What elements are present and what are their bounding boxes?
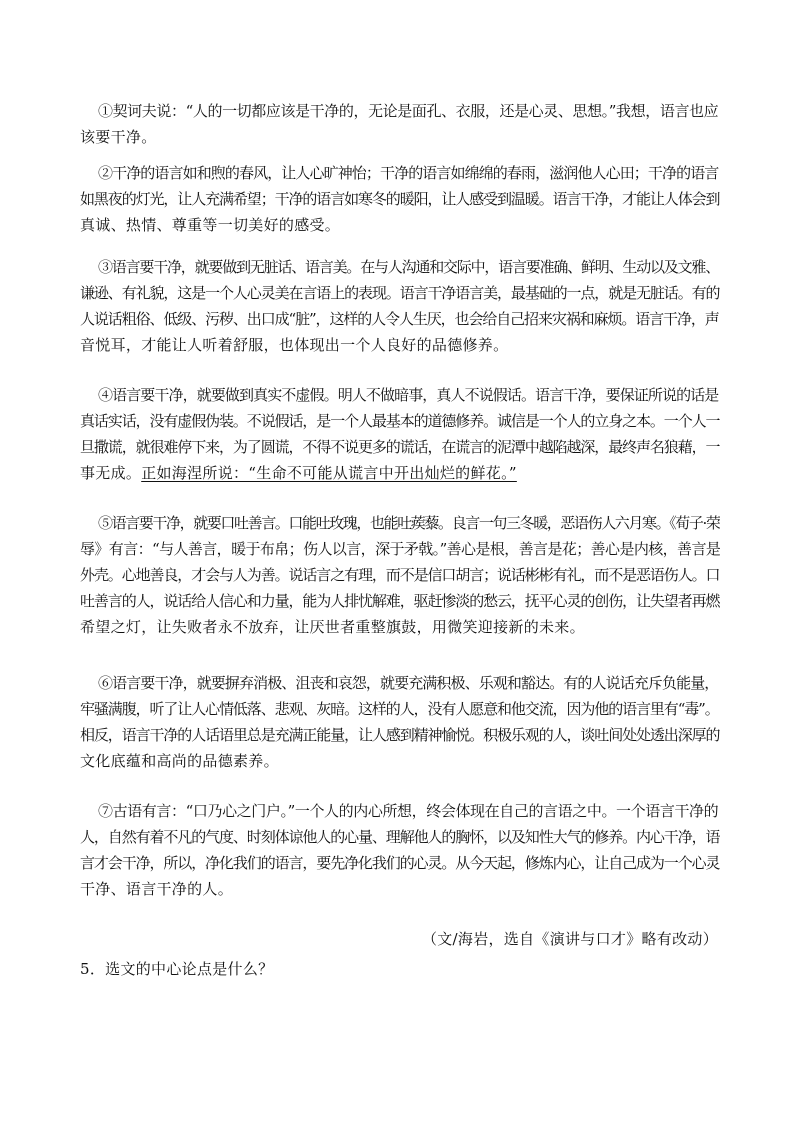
paragraph-line: 牢骚满腹，听了让人心情低落、悲观、灰暗。这样的人，没有人愿意和他交流，因为他的语言里有“毒”。: [80, 700, 719, 718]
paragraph-line: 如黑夜的灯光，让人充满希望；干净的语言如寒冬的暖阳，让人感受到温暖。语言干净，才能让人体会到: [80, 190, 720, 208]
question-5: 5．选文的中心论点是什么？: [80, 960, 274, 978]
paragraph-line: 人说话粗俗、低级、污秽、出口成“脏”，这样的人令人生厌，也会给自己招来灾祸和麻烦。语言干净，声: [80, 310, 719, 328]
paragraph-line: 音悦耳，才能让人听着舒服，也体现出一个人良好的品德修养。: [80, 336, 509, 354]
paragraph-line: 该要干净。: [80, 128, 157, 146]
paragraph-line: 辱》有言：“与人善言，暖于布帛；伤人以言，深于矛戟。”善心是根，善言是花；善心是内核，善言是: [80, 540, 720, 558]
paragraph-line: 旦撒谎，就很难停下来，为了圆谎，不得不说更多的谎话，在谎言的泥潭中越陷越深，最终声名狼藉，一: [80, 438, 720, 456]
underlined-quote: 正如海涅所说：“生命不可能从谎言中开出灿烂的鲜花。”: [141, 464, 517, 482]
paragraph-line: 干净、语言干净的人。: [80, 880, 234, 898]
paragraph-6: [80, 670, 720, 774]
paragraph-line: 相反，语言干净的人话语里总是充满正能量，让人感到精神愉悦。积极乐观的人，谈吐间处处透出深厚的: [80, 726, 720, 744]
paragraph-line: ②干净的语言如和煦的春风，让人心旷神怡；干净的语言如绵绵的春雨，滋润他人心田；干净的语言: [98, 164, 719, 182]
paragraph-line: 希望之灯，让失败者永不放弃，让厌世者重整旗鼓，用微笑迎接新的未来。: [80, 618, 585, 636]
paragraph-line: 真话实话，没有虚假伪装。不说假话，是一个人最基本的道德修养。诚信是一个人的立身之本。一个人一: [80, 412, 720, 430]
paragraph-line: ⑤语言要干净，就要口吐善言。口能吐玫瑰，也能吐蒺藜。良言一句三冬暖，恶语伤人六月寒。《荀子·荣: [98, 514, 720, 532]
paragraph-line: 吐善言的人，说话给人信心和力量，能为人排忧解难，驱赶惨淡的愁云，抚平心灵的创伤，让失望者再燃: [80, 592, 720, 610]
paragraph-line: [80, 460, 720, 486]
paragraph-text: 事无成。: [80, 464, 142, 482]
paragraph-line: ⑦古语有言：“口乃心之门户。”一个人的内心所想，终会体现在自己的言语之中。一个语言干净的: [98, 802, 719, 820]
source-attribution: （文/海岩，选自《演讲与口才》略有改动）: [421, 930, 718, 948]
paragraph-line: ⑥语言要干净，就要摒弃消极、沮丧和哀怨，就要充满积极、乐观和豁达。有的人说话充斥负能量，: [98, 674, 719, 692]
paragraph-line: 人，自然有着不凡的气度、时刻体谅他人的心量、理解他人的胸怀，以及知性大气的修养。内心干净，语: [80, 828, 720, 846]
paragraph-line: ④语言要干净，就要做到真实不虚假。明人不做暗事，真人不说假话。语言干净，要保证所说的话是: [98, 386, 719, 404]
paragraph-5: [80, 510, 720, 640]
paragraph-line: ①契诃夫说：“人的一切都应该是干净的，无论是面孔、衣服，还是心灵、思想。”我想，语言也应: [98, 102, 719, 120]
paragraph-3: [80, 254, 720, 358]
paragraph-line: ③语言要干净，就要做到无脏话、语言美。在与人沟通和交际中，语言要准确、鲜明、生动以及文雅、: [98, 258, 720, 276]
paragraph-line: 谦逊、有礼貌，这是一个人心灵美在言语上的表现。语言干净语言美，最基础的一点，就是无脏话。有的: [80, 284, 720, 302]
paragraph-4: [80, 382, 720, 486]
paragraph-line: 外壳。心地善良，才会与人为善。说话言之有理，而不是信口胡言；说话彬彬有礼，而不是恶语伤人。口: [80, 566, 720, 584]
paragraph-7: [80, 798, 720, 902]
paragraph-line: 真诚、热情、尊重等一切美好的感受。: [80, 216, 341, 234]
paragraph-line: 言才会干净，所以，净化我们的语言，要先净化我们的心灵。从今天起，修炼内心，让自己成为一个心灵: [80, 854, 720, 872]
paragraph-1: [80, 98, 720, 150]
paragraph-2: [80, 160, 720, 238]
paragraph-line: 文化底蕴和高尚的品德素养。: [80, 752, 279, 770]
